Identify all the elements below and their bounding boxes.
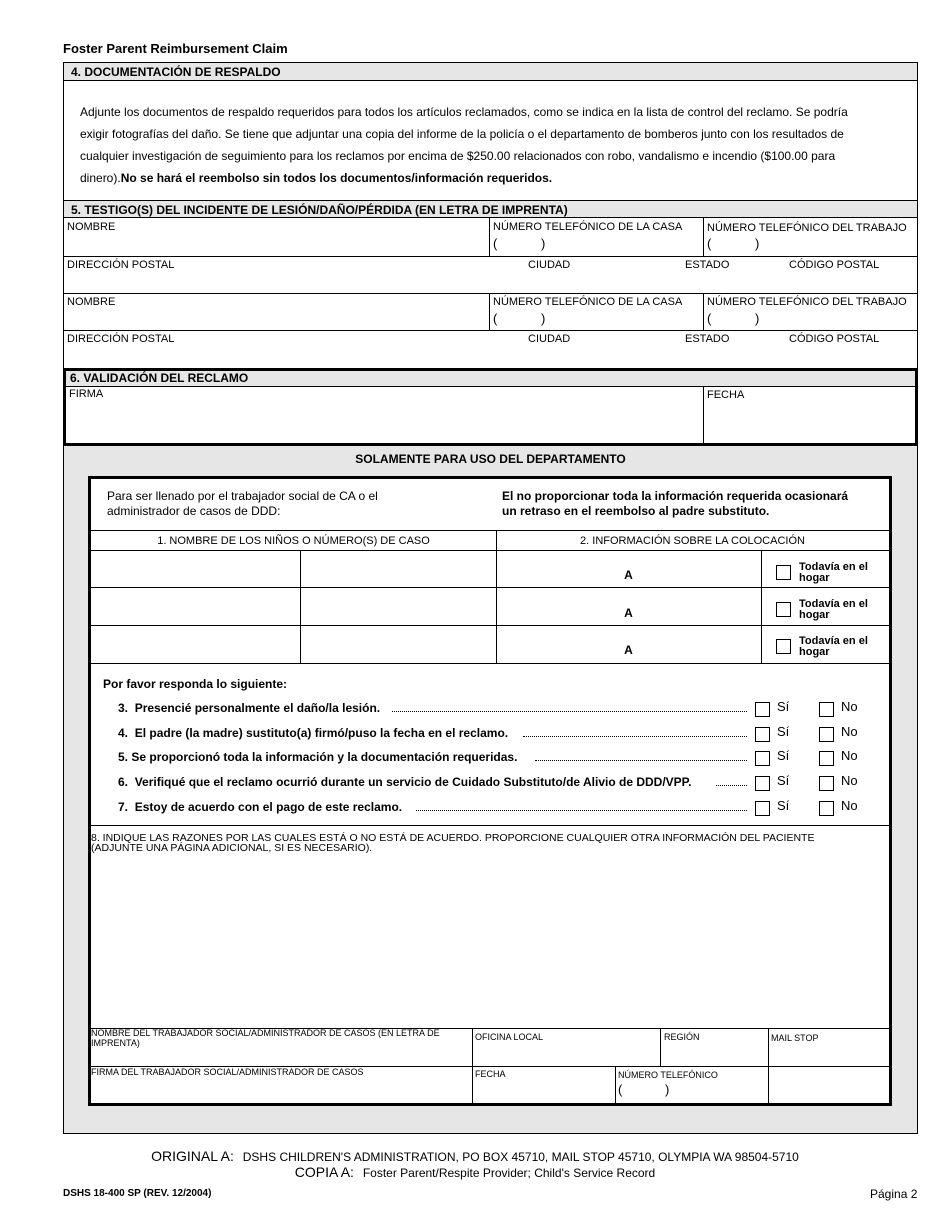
paren-open: ( [493, 311, 498, 326]
paren-open: ( [707, 311, 712, 326]
still-in-home-checkbox[interactable] [776, 639, 791, 654]
q-text: El padre (la madre) sustituto(a) firmó/puso la fecha en el reclamo. [134, 726, 509, 740]
witness1-city-label: CIUDAD [528, 259, 571, 271]
still-line: Todavía en el [799, 635, 868, 647]
section4-line [80, 167, 910, 189]
dept-intro-right [502, 489, 848, 519]
still-line: hogar [799, 646, 830, 658]
q3-yes-label: Sí [777, 699, 790, 714]
q7-no-checkbox[interactable] [819, 801, 834, 816]
section4-line: exigir fotografías del daño. Se tiene que adjuntar una copia del informe de la policía o el departamento de bomberos junto con los resultados de [80, 127, 844, 141]
divider [660, 1028, 661, 1066]
q5-yes-checkbox[interactable] [755, 751, 770, 766]
witness1-address-label: DIRECCIÓN POSTAL [67, 259, 175, 271]
q6-yes-checkbox[interactable] [755, 776, 770, 791]
q8-reasons-textarea[interactable] [91, 857, 889, 1028]
section4-title: 4. DOCUMENTACIÓN DE RESPALDO [71, 65, 281, 79]
placement-from-label: A [624, 643, 633, 657]
worker-signature-label: FIRMA DEL TRABAJADOR SOCIAL/ADMINISTRADOR DE CASOS [91, 1067, 364, 1077]
question-7 [118, 800, 402, 814]
dot-leader [392, 711, 747, 712]
form-id: DSHS 18-400 SP (REV. 12/2004) [63, 1188, 212, 1199]
witness2-zip-label: CÓDIGO POSTAL [789, 333, 880, 345]
witness2-home-phone-label: NÚMERO TELEFÓNICO DE LA CASA [493, 296, 683, 308]
divider [63, 293, 918, 294]
dept-intro-left [107, 489, 378, 519]
date-label: FECHA [707, 389, 745, 401]
still-in-home-label [799, 562, 868, 584]
intro-left-line: administrador de casos de DDD: [107, 504, 281, 518]
q4-no-label: No [841, 724, 858, 739]
divider [615, 1066, 616, 1103]
divider [91, 663, 889, 664]
divider [489, 293, 490, 330]
q-num: 7. [118, 800, 129, 814]
divider [63, 256, 918, 257]
divider [703, 387, 704, 443]
q-text: Presencié personalmente el daño/la lesión. [134, 701, 381, 715]
witness1-zip-label: CÓDIGO POSTAL [789, 259, 880, 271]
witness2-address-label: DIRECCIÓN POSTAL [67, 333, 175, 345]
dot-leader [535, 760, 747, 761]
paren-close: ) [665, 1082, 670, 1097]
page-number: Página 2 [870, 1187, 918, 1201]
section4-header [63, 62, 918, 81]
dot-leader [716, 785, 747, 786]
worker-name-label [91, 1028, 440, 1048]
mail-stop-label: MAIL STOP [771, 1033, 819, 1043]
region-label: REGIÓN [664, 1032, 700, 1042]
worker-date-label: FECHA [475, 1069, 506, 1079]
divider [761, 550, 762, 663]
still-line: Todavía en el [799, 561, 868, 573]
q6-yes-label: Sí [777, 773, 790, 788]
q7-yes-checkbox[interactable] [755, 801, 770, 816]
still-line: hogar [799, 609, 830, 621]
q-num: 3. [118, 701, 129, 715]
divider [63, 330, 918, 331]
worker-name-line: IMPRENTA) [91, 1038, 140, 1048]
copy-recipients: Foster Parent/Respite Provider; Child's Service Record [362, 1166, 656, 1180]
copy-label: COPIA A: [294, 1164, 354, 1180]
witness1-name-label: NOMBRE [67, 221, 116, 233]
divider [91, 587, 889, 588]
intro-right-line: un retraso en el reembolso al padre substituto. [502, 504, 770, 518]
section5-header [63, 200, 918, 218]
q3-no-checkbox[interactable] [819, 702, 834, 717]
divider [91, 530, 889, 531]
q6-no-checkbox[interactable] [819, 776, 834, 791]
q5-no-checkbox[interactable] [819, 751, 834, 766]
section4-line: cualquier investigación de seguimiento para los reclamos por encima de $250.00 relacionados con robo, vandalismo e incendio ($100.00 para [80, 149, 836, 163]
still-line: Todavía en el [799, 598, 868, 610]
intro-right-line: El no proporcionar toda la información requerida ocasionará [502, 489, 849, 503]
section4-paragraph [80, 101, 910, 189]
q7-no-label: No [841, 798, 858, 813]
divider [703, 218, 704, 256]
divider [703, 293, 704, 330]
witness1-home-phone-label: NÚMERO TELEFÓNICO DE LA CASA [493, 221, 683, 233]
dot-leader [523, 736, 747, 737]
q-num: 5. [118, 750, 129, 764]
still-in-home-label [799, 636, 868, 658]
form-title: Foster Parent Reimbursement Claim [63, 41, 288, 56]
footer-copy [0, 1164, 950, 1182]
section4-last-text: dinero). [80, 171, 121, 185]
placement-from-label: A [624, 606, 633, 620]
paren-open: ( [618, 1082, 623, 1097]
paren-open: ( [707, 236, 712, 251]
question-3 [118, 701, 380, 715]
question-5 [118, 750, 517, 764]
q4-yes-label: Sí [777, 724, 790, 739]
still-in-home-label [799, 599, 868, 621]
q4-no-checkbox[interactable] [819, 727, 834, 742]
q8-line: (ADJUNTE UNA PÁGINA ADICIONAL, SI ES NECESARIO). [91, 842, 373, 854]
divider [91, 625, 889, 626]
section4-line: Adjunte los documentos de respaldo requeridos para todos los artículos reclamados, como se indica en la lista de control del reclamo. Se podría [80, 105, 848, 119]
q-num: 4. [118, 726, 129, 740]
divider [300, 550, 301, 663]
section4-bold-warning: No se hará el reembolso sin todos los documentos/información requeridos. [120, 171, 553, 185]
original-address: DSHS CHILDREN'S ADMINISTRATION, PO BOX 45710, MAIL STOP 45710, OLYMPIA WA 98504-5710 [242, 1150, 799, 1164]
divider [472, 1028, 473, 1103]
witness2-work-phone-label: NÚMERO TELEFÓNICO DEL TRABAJO [707, 296, 907, 308]
divider [91, 550, 889, 551]
q4-yes-checkbox[interactable] [755, 727, 770, 742]
q7-yes-label: Sí [777, 798, 790, 813]
witness2-state-label: ESTADO [685, 333, 730, 345]
worker-name-line: NOMBRE DEL TRABAJADOR SOCIAL/ADMINISTRADOR DE CASOS (EN LETRA DE [91, 1028, 440, 1038]
divider [489, 218, 490, 256]
q3-no-label: No [841, 699, 858, 714]
witness1-state-label: ESTADO [685, 259, 730, 271]
section5-title: 5. TESTIGO(S) DEL INCIDENTE DE LESIÓN/DAÑO/PÉRDIDA (EN LETRA DE IMPRENTA) [71, 203, 568, 217]
paren-close: ) [755, 311, 760, 326]
col-placement-header: 2. INFORMACIÓN SOBRE LA COLOCACIÓN [580, 535, 805, 547]
q3-yes-checkbox[interactable] [755, 702, 770, 717]
placement-from-label: A [624, 568, 633, 582]
divider [768, 1028, 769, 1103]
q-text: Se proporcionó toda la información y la documentación requeridas. [131, 750, 518, 764]
section6-header [66, 371, 915, 387]
q5-yes-label: Sí [777, 748, 790, 763]
still-in-home-checkbox[interactable] [776, 602, 791, 617]
paren-close: ) [541, 236, 546, 251]
divider [91, 825, 889, 826]
question-4 [118, 726, 508, 740]
still-in-home-checkbox[interactable] [776, 565, 791, 580]
q-text: Verifiqué que el reclamo ocurrió durante un servicio de Cuidado Substituto/de Alivio de DDD/VPP. [134, 775, 692, 789]
intro-left-line: Para ser llenado por el trabajador social de CA o el [107, 489, 378, 503]
witness2-city-label: CIUDAD [528, 333, 571, 345]
paren-open: ( [493, 236, 498, 251]
col-children-header: 1. NOMBRE DE LOS NIÑOS O NÚMERO(S) DE CASO [157, 535, 430, 547]
witness2-name-label: NOMBRE [67, 296, 116, 308]
paren-close: ) [541, 311, 546, 326]
question-8 [91, 833, 814, 853]
witness1-work-phone-label: NÚMERO TELEFÓNICO DEL TRABAJO [707, 222, 907, 234]
q6-no-label: No [841, 773, 858, 788]
signature-label: FIRMA [69, 388, 104, 400]
dot-leader [416, 810, 747, 811]
paren-close: ) [755, 236, 760, 251]
dept-title: SOLAMENTE PARA USO DEL DEPARTAMENTO [355, 452, 626, 466]
section6-title: 6. VALIDACIÓN DEL RECLAMO [70, 371, 249, 385]
q-text: Estoy de acuerdo con el pago de este reclamo. [134, 800, 403, 814]
still-line: hogar [799, 572, 830, 584]
q-num: 6. [118, 775, 129, 789]
respond-instruction: Por favor responda lo siguiente: [103, 677, 288, 691]
worker-phone-label: NÚMERO TELEFÓNICO [618, 1070, 718, 1080]
q5-no-label: No [841, 748, 858, 763]
local-office-label: OFICINA LOCAL [475, 1032, 544, 1042]
q8-line: 8. INDIQUE LAS RAZONES POR LAS CUALES ESTÁ O NO ESTÁ DE ACUERDO. PROPORCIONE CUALQUIER OTRA INFORMACIÓN DEL PACIENTE [91, 832, 815, 844]
original-label: ORIGINAL A: [151, 1148, 234, 1164]
question-6 [118, 775, 691, 789]
